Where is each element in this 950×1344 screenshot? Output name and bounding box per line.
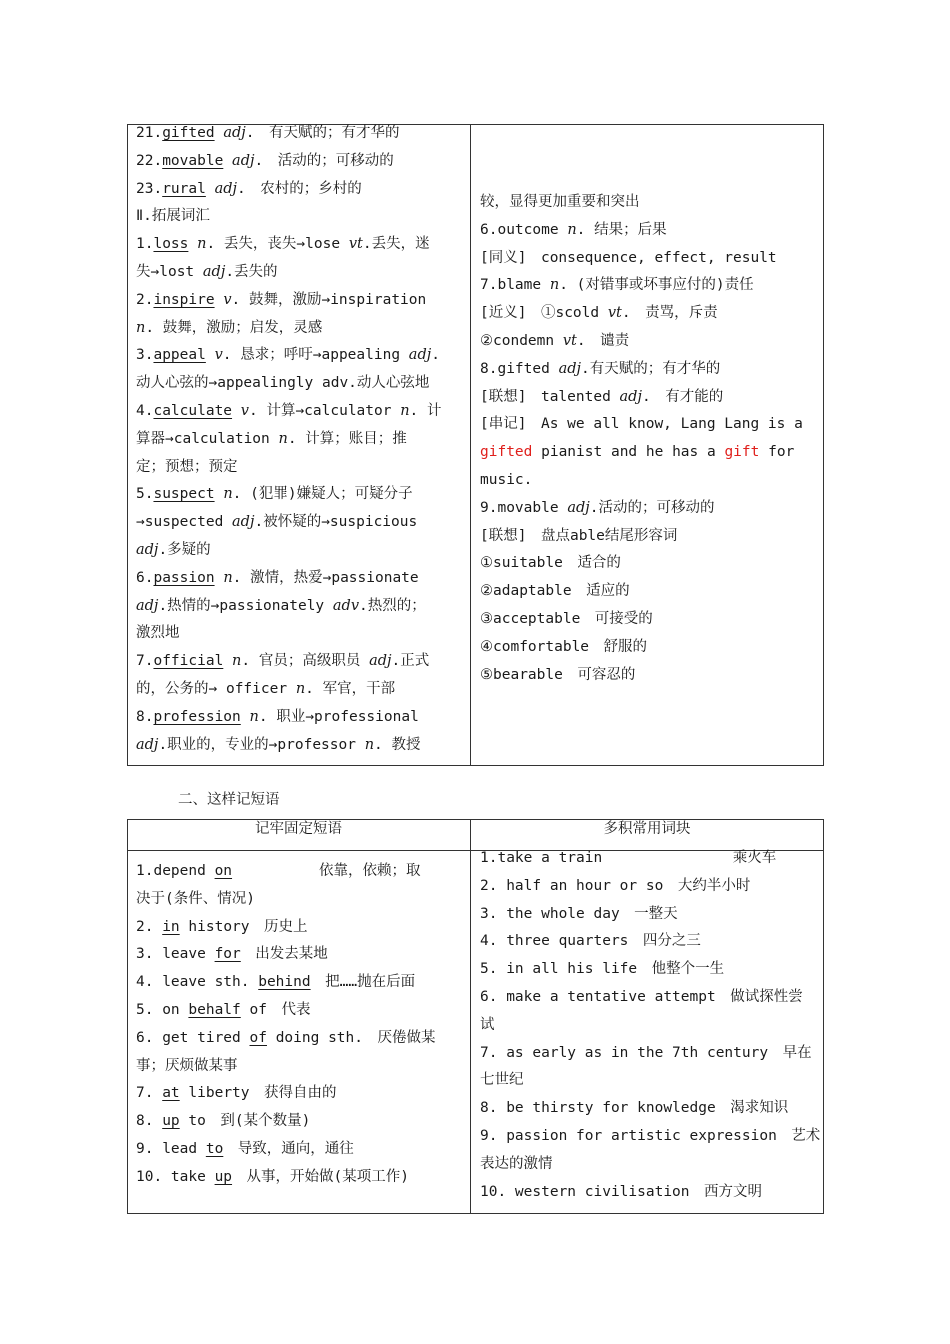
part-of-speech: v bbox=[214, 347, 223, 364]
vocab-right-line: ⑤bearable 可容忍的 bbox=[480, 666, 636, 683]
vocab-left-line: 22.movable adj. 活动的；可移动的 bbox=[136, 152, 394, 169]
part-of-speech: v bbox=[240, 402, 249, 419]
part-of-speech: n bbox=[197, 236, 207, 253]
phrase-right-line: 4. three quarters 四分之三 bbox=[480, 933, 701, 950]
answer-word: up bbox=[214, 1168, 233, 1185]
vocab-left-line: 失→lost adj.丢失的 bbox=[136, 263, 278, 280]
answer-word: behind bbox=[258, 974, 311, 991]
phrase-right-line: 2. half an hour or so 大约半小时 bbox=[480, 877, 751, 894]
part-of-speech: adj bbox=[136, 597, 159, 614]
highlight-word: gifted bbox=[480, 444, 533, 461]
section-title: 二、这样记短语 bbox=[178, 792, 280, 808]
answer-word: inspire bbox=[153, 291, 215, 308]
phrase-left-line: 事；厌烦做某事 bbox=[136, 1057, 238, 1074]
vocab-right-line: ①suitable 适合的 bbox=[480, 555, 621, 572]
part-of-speech: n bbox=[249, 708, 259, 725]
vocab-left-line: 6.passion n. 激情，热爱→passionate bbox=[136, 569, 419, 586]
phrase-right-line: 试 bbox=[480, 1016, 495, 1033]
phrase-table-header-right: 多积常用词块 bbox=[603, 821, 691, 837]
vocab-left-line: 8.profession n. 职业→professional bbox=[136, 708, 419, 725]
phrase-right-line: 6. make a tentative attempt 做试探性尝 bbox=[480, 988, 803, 1005]
answer-word: official bbox=[153, 653, 224, 670]
phrase-right-line: 七世纪 bbox=[480, 1072, 524, 1089]
answer-word: at bbox=[162, 1085, 180, 1102]
phrase-left-line: 1.depend on 依靠，依赖；取 bbox=[136, 863, 421, 879]
phrase-left-line: 9. lead to 导致，通向，通往 bbox=[136, 1140, 354, 1157]
phrase-left-line: 5. on behalf of 代表 bbox=[136, 1001, 311, 1018]
vocab-right-line: ②condemn vt. 谴责 bbox=[480, 332, 630, 349]
vocab-left-line: 1.loss n. 丢失，丧失→lose vt.丢失，迷 bbox=[136, 236, 430, 253]
part-of-speech: adj bbox=[214, 180, 238, 197]
part-of-speech: n bbox=[232, 653, 242, 670]
answer-word: up bbox=[162, 1113, 180, 1130]
part-of-speech: n bbox=[567, 221, 577, 238]
answer-word: appeal bbox=[153, 347, 206, 364]
answer-word: behalf bbox=[188, 1001, 241, 1018]
vocab-right-line: music. bbox=[480, 471, 533, 488]
answer-word: rural bbox=[162, 180, 206, 197]
part-of-speech: adj bbox=[619, 388, 642, 405]
vocab-left-line: adj.多疑的 bbox=[136, 541, 211, 558]
answer-word: profession bbox=[153, 708, 241, 725]
vocab-left-line: 算器→calculation n. 计算；账目；推 bbox=[136, 430, 407, 447]
phrase-left-line: 决于(条件、情况) bbox=[136, 890, 255, 907]
part-of-speech: adj bbox=[408, 347, 432, 364]
answer-word: movable bbox=[162, 152, 224, 169]
vocab-right-line: [近义] ①scold vt. 责骂，斥责 bbox=[480, 305, 718, 322]
vocab-left-line: 5.suspect n. (犯罪)嫌疑人；可疑分子 bbox=[136, 486, 413, 503]
part-of-speech: adj bbox=[136, 736, 159, 753]
highlight-word: gift bbox=[724, 444, 760, 461]
answer-word: on bbox=[214, 863, 233, 879]
vocab-left-line: adj.热情的→passionately adv.热烈的； bbox=[136, 597, 426, 614]
part-of-speech: adv bbox=[332, 597, 360, 614]
vocab-right-line: 6.outcome n. 结果；后果 bbox=[480, 221, 667, 238]
part-of-speech: adj bbox=[202, 263, 226, 280]
part-of-speech: adj bbox=[232, 152, 255, 169]
part-of-speech: adj bbox=[558, 360, 582, 377]
phrase-right-line: 10. western civilisation 西方文明 bbox=[480, 1183, 763, 1200]
part-of-speech: adj bbox=[369, 653, 392, 670]
vocab-left-line: adj.职业的，专业的→professor n. 教授 bbox=[136, 736, 421, 753]
vocab-left-line: 7.official n. 官员；高级职员 adj.正式 bbox=[136, 653, 430, 670]
vocab-left-line: n. 鼓舞，激励；启发，灵感 bbox=[136, 319, 323, 336]
part-of-speech: adj bbox=[567, 499, 590, 516]
part-of-speech: adj bbox=[223, 125, 246, 141]
phrase-right-line: 表达的激情 bbox=[480, 1155, 553, 1172]
phrase-left-line: 2. in history 历史上 bbox=[136, 918, 308, 935]
answer-word: gifted bbox=[162, 125, 215, 141]
phrase-left-line: 4. leave sth. behind 把……抛在后面 bbox=[136, 974, 416, 991]
answer-word: passion bbox=[153, 569, 215, 586]
vocab-right-line: [串记] As we all know, Lang Lang is a bbox=[480, 416, 803, 433]
vocab-left-line: 4.calculate v. 计算→calculator n. 计 bbox=[136, 402, 442, 419]
answer-word: suspect bbox=[153, 486, 215, 503]
phrase-right-line: 3. the whole day 一整天 bbox=[480, 905, 678, 922]
vocab-left-line: 2.inspire v. 鼓舞，激励→inspiration bbox=[136, 291, 427, 308]
answer-word: loss bbox=[153, 236, 189, 253]
part-of-speech: n bbox=[223, 486, 233, 503]
phrase-right-line: 7. as early as in the 7th century 早在 bbox=[480, 1044, 812, 1061]
vocab-right-line: gifted pianist and he has a gift for bbox=[480, 444, 795, 461]
part-of-speech: vt bbox=[348, 236, 363, 253]
vocab-right-line: 较，显得更加重要和突出 bbox=[480, 194, 640, 210]
part-of-speech: n bbox=[295, 680, 306, 697]
part-of-speech: v bbox=[223, 291, 232, 308]
phrase-right-line: 8. be thirsty for knowledge 渴求知识 bbox=[480, 1100, 789, 1117]
part-of-speech: vt bbox=[562, 332, 577, 349]
vocab-right-line: 7.blame n. (对错事或坏事应付的)责任 bbox=[480, 277, 754, 294]
phrase-table-right-column bbox=[480, 845, 821, 1206]
vocab-right-line: 8.gifted adj.有天赋的；有才华的 bbox=[480, 360, 721, 377]
part-of-speech: n bbox=[278, 430, 288, 447]
vocab-left-line: 定；预想；预定 bbox=[136, 458, 238, 475]
phrase-table-left-column bbox=[136, 858, 464, 1192]
answer-word: in bbox=[162, 918, 180, 935]
part-of-speech: n bbox=[136, 319, 146, 336]
part-of-speech: vt bbox=[607, 305, 622, 322]
vocab-left-line: 激烈地 bbox=[136, 625, 180, 642]
part-of-speech: n bbox=[400, 402, 410, 419]
vocab-right-line: 9.movable adj.活动的；可移动的 bbox=[480, 499, 715, 516]
vocab-left-line: 21.gifted adj. 有天赋的；有才华的 bbox=[136, 125, 400, 141]
part-of-speech: n bbox=[549, 277, 560, 294]
phrase-left-line: 7. at liberty 获得自由的 bbox=[136, 1085, 337, 1102]
answer-word: for bbox=[214, 946, 241, 963]
phrase-left-line: 3. leave for 出发去某地 bbox=[136, 946, 328, 963]
part-of-speech: n bbox=[223, 569, 233, 586]
vocab-right-line: ④comfortable 舒服的 bbox=[480, 638, 648, 655]
vocab-right-line: ③acceptable 可接受的 bbox=[480, 610, 653, 627]
vocab-left-line: 23.rural adj. 农村的；乡村的 bbox=[136, 180, 362, 197]
phrase-left-line: 10. take up 从事，开始做(某项工作) bbox=[136, 1168, 410, 1185]
vocab-left-line: 的，公务的→ officer n. 军官，干部 bbox=[136, 680, 396, 697]
vocab-left-line: Ⅱ.拓展词汇 bbox=[136, 208, 210, 225]
phrase-table-header-left: 记牢固定短语 bbox=[255, 821, 342, 837]
vocab-left-line: 3.appeal v. 恳求；呼吁→appealing adj. bbox=[136, 347, 440, 364]
part-of-speech: adj bbox=[136, 541, 159, 558]
vocab-right-line: [同义] consequence, effect, result bbox=[480, 249, 777, 266]
part-of-speech: n bbox=[364, 736, 375, 753]
phrase-right-line: 5. in all his life 他整个一生 bbox=[480, 961, 725, 978]
answer-word: calculate bbox=[153, 402, 233, 419]
vocab-table-right-column bbox=[480, 189, 816, 689]
vocab-left-line: 动人心弦的→appealingly adv.动人心弦地 bbox=[136, 375, 430, 392]
part-of-speech: adj bbox=[232, 514, 255, 531]
vocab-table-left-column bbox=[136, 120, 464, 759]
phrase-right-line: 1.take a train 乘火车 bbox=[480, 850, 777, 866]
phrase-table-divider bbox=[470, 819, 471, 1214]
answer-word: to bbox=[205, 1140, 224, 1157]
phrase-left-line: 8. up to 到(某个数量) bbox=[136, 1113, 311, 1130]
vocab-table-divider bbox=[470, 124, 471, 766]
vocab-right-line: ②adaptable 适应的 bbox=[480, 583, 630, 600]
phrase-left-line: 6. get tired of doing sth. 厌倦做某 bbox=[136, 1029, 436, 1046]
vocab-right-line: [联想] talented adj. 有才能的 bbox=[480, 388, 724, 405]
vocab-left-line: →suspected adj.被怀疑的→suspicious bbox=[136, 514, 418, 531]
vocab-right-line: [联想] 盘点able结尾形容词 bbox=[480, 527, 678, 544]
phrase-right-line: 9. passion for artistic expression 艺术 bbox=[480, 1127, 821, 1144]
answer-word: of bbox=[249, 1029, 267, 1046]
